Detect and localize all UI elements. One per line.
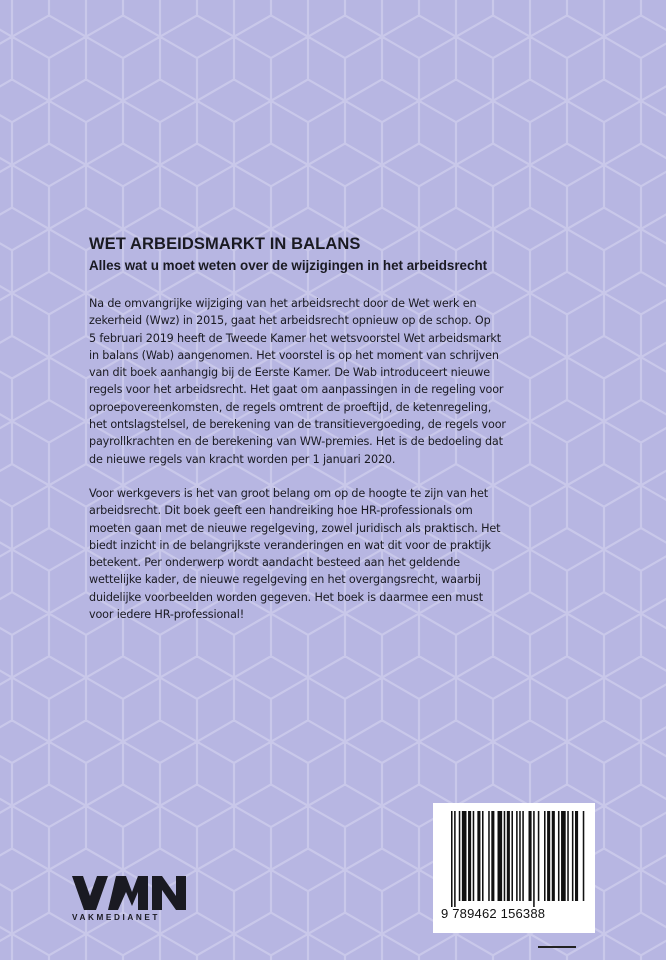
vmn-logo-icon [72, 876, 188, 910]
barcode-bar [504, 811, 506, 901]
description-paragraph [89, 485, 559, 623]
description-paragraph [89, 295, 559, 468]
barcode-bar [454, 811, 456, 907]
barcode-bar [529, 811, 532, 901]
edge-mark [538, 946, 576, 948]
paragraph-line: wettelijke kader, de nieuwe regelgeving en het overgangsrecht, waarbij [89, 573, 481, 587]
paragraph-line: oproepovereenkomsten, de regels omtrent de proeftijd, de ketenregeling, [89, 400, 492, 414]
barcode-bar [558, 811, 560, 901]
barcode-icon [451, 811, 587, 907]
barcode-bar [522, 811, 524, 901]
barcode-bar [516, 811, 518, 901]
paragraph-line: biedt inzicht in de belangrijkste veranderingen en wat dit voor de praktijk [89, 538, 491, 552]
barcode-bar [547, 811, 550, 901]
paragraph-line: arbeidsrecht. Dit boek geeft een handreiking hoe HR-professionals om [89, 504, 473, 518]
publisher-logo [72, 876, 188, 922]
paragraph-line: zekerheid (Wwz) in 2015, gaat het arbeidsrecht opnieuw op de schop. Op [89, 314, 491, 328]
barcode-bar [552, 811, 555, 901]
paragraph-line: voor iedere HR-professional! [89, 608, 245, 622]
paragraph-line: Na de omvangrijke wijziging van het arbeidsrecht door de Wet werk en [89, 297, 477, 310]
paragraph-line: 5 februari 2019 heeft de Tweede Kamer het wetsvoorstel Wet arbeidsmarkt [89, 331, 501, 345]
barcode-bar [538, 811, 540, 901]
barcode-bar [459, 811, 461, 901]
isbn-barcode [433, 803, 595, 933]
barcode-bar [498, 811, 503, 901]
paragraph-line: het ontslagstelsel, de berekening van de transitievergoeding, de regels voor [89, 418, 506, 432]
barcode-bar [561, 811, 566, 901]
paragraph-line: betekent. Per onderwerp wordt aandacht besteed aan het geldende [89, 556, 460, 570]
barcode-bar [511, 811, 513, 901]
back-cover-text [89, 234, 559, 640]
barcode-bar [567, 811, 569, 901]
paragraph-line: payrollkrachten en de berekening van WW-premies. Het is de bedoeling dat [89, 435, 503, 449]
barcode-bar [572, 811, 574, 901]
barcode-bar [507, 811, 510, 901]
isbn-number: 9 789462 156388 [441, 906, 546, 921]
barcode-bar [575, 811, 578, 901]
barcode-bar [583, 811, 585, 901]
barcode-bar [533, 811, 535, 907]
barcode-bar [519, 811, 521, 901]
barcode-bar [462, 811, 467, 901]
barcode-bar [482, 811, 484, 901]
barcode-bar [544, 811, 546, 901]
paragraph-line: de nieuwe regels van kracht worden per 1 januari 2020. [89, 452, 396, 466]
paragraph-line: moeten gaan met de nieuwe regelgeving, zowel juridisch als praktisch. Het [89, 521, 501, 535]
book-subtitle: Alles wat u moet weten over de wijzigingen in het arbeidsrecht [89, 258, 488, 273]
barcode-bar [451, 811, 453, 907]
paragraph-line: van dit boek aanhangig bij de Eerste Kamer. De Wab introduceert nieuwe [89, 366, 490, 380]
paragraph-line: duidelijke voorbeelden worden gegeven. Het boek is daarmee een must [89, 590, 483, 604]
paragraph-line: regels voor het arbeidsrecht. Het gaat om aanpassingen in de regeling voor [89, 383, 504, 397]
barcode-bar [488, 811, 490, 901]
barcode-bar [477, 811, 480, 901]
barcode-bar [473, 811, 475, 901]
publisher-name: VAKMEDIANET [72, 913, 161, 922]
barcode-bar [468, 811, 471, 901]
barcode-bar [491, 811, 494, 901]
paragraph-line: Voor werkgevers is het van groot belang om op de hoogte te zijn van het [89, 486, 488, 500]
book-title: WET ARBEIDSMARKT IN BALANS [89, 235, 361, 253]
description-body [89, 295, 559, 623]
paragraph-line: in balans (Wab) aangenomen. Het voorstel is op het moment van schrijven [89, 348, 499, 362]
